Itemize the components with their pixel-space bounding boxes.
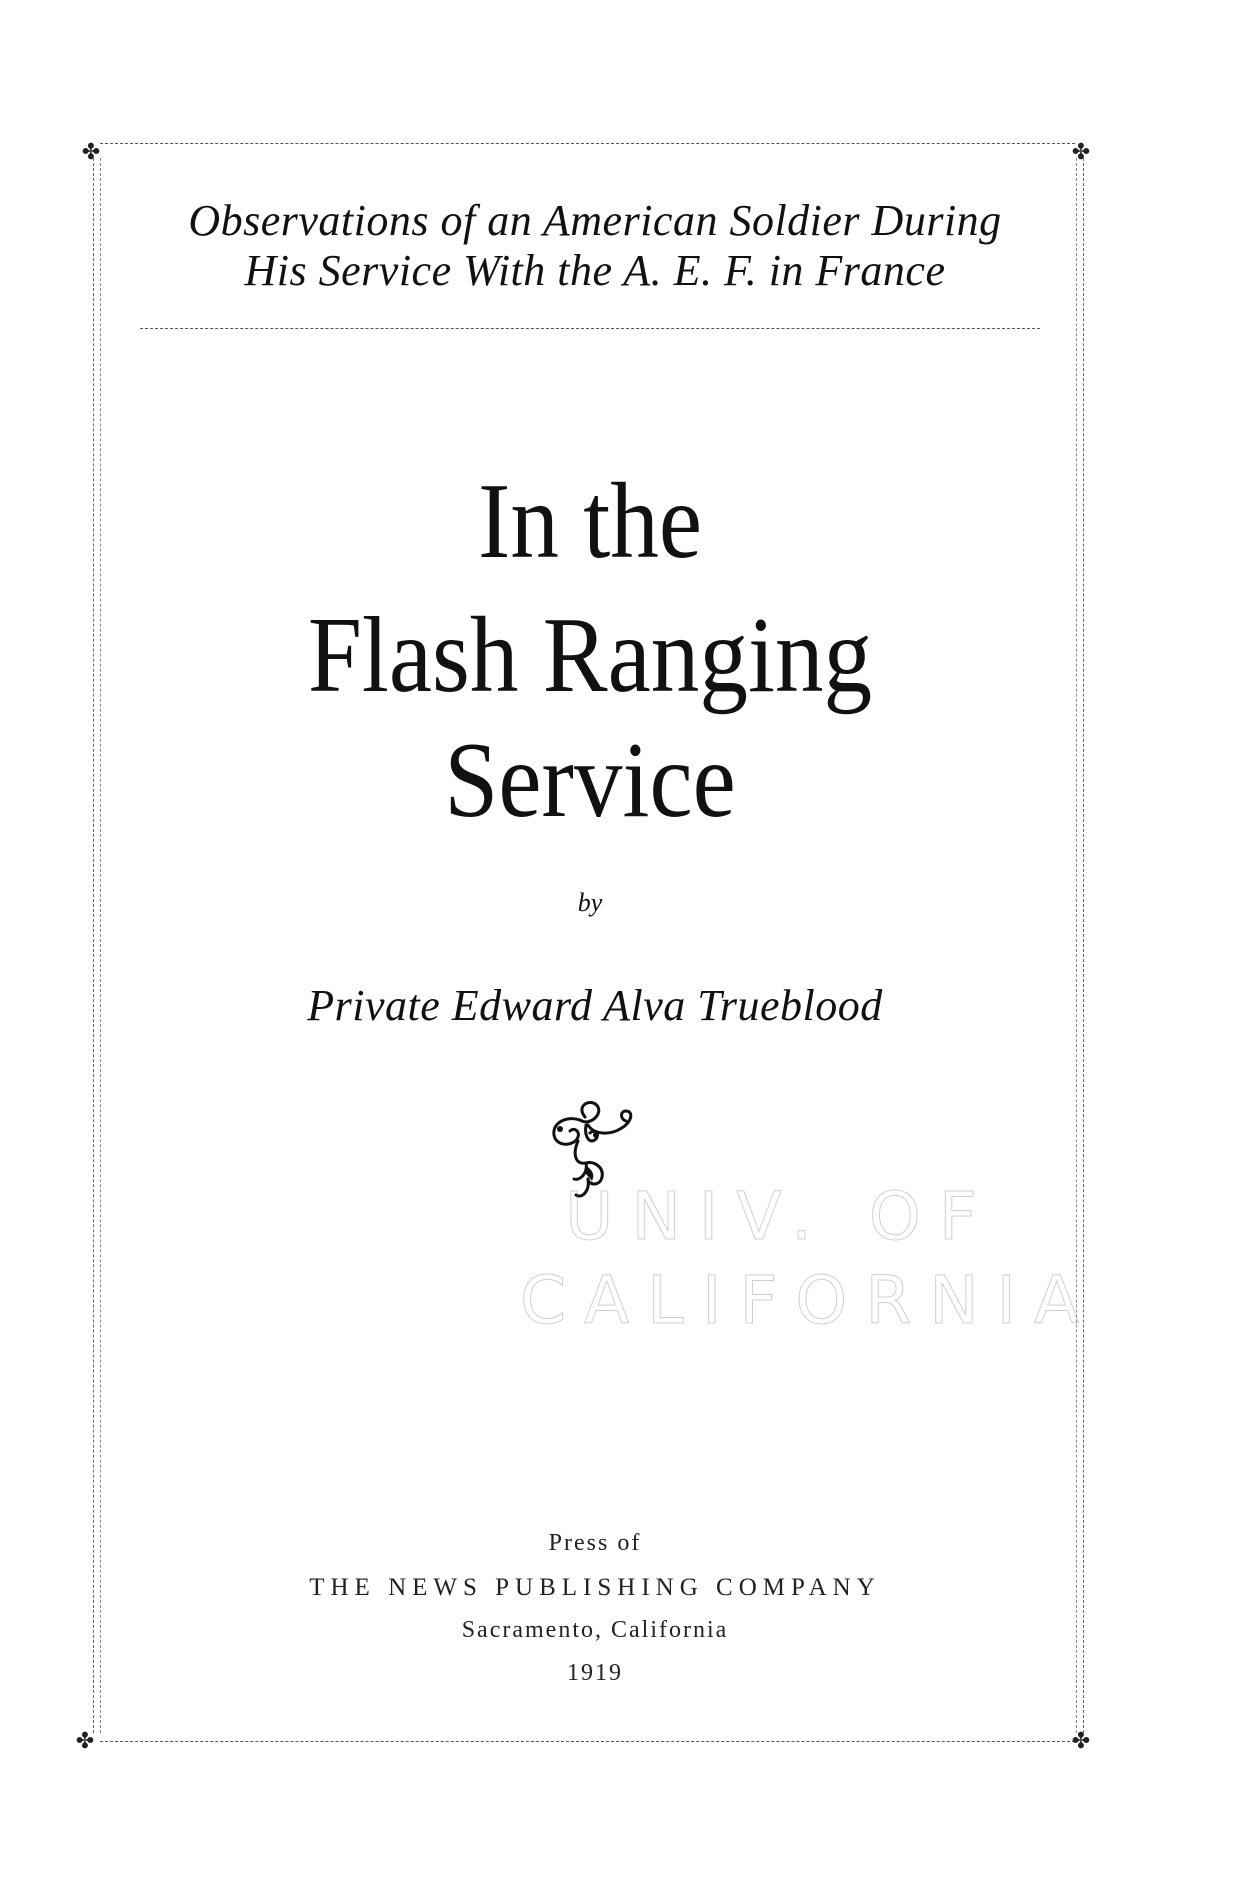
- book-title-line-1: In the: [477, 462, 703, 581]
- library-stamp-line-1: UNIV. OF: [565, 1178, 995, 1255]
- imprint-press-of: Press of: [548, 1530, 642, 1556]
- book-title-line-2: Flash Ranging: [307, 596, 873, 715]
- border-top: [100, 143, 1075, 144]
- library-stamp-line-2: CALIFORNIA: [520, 1262, 1098, 1339]
- border-left-inner: [100, 158, 101, 1733]
- imprint-company: THE NEWS PUBLISHING COMPANY: [309, 1574, 881, 1601]
- corner-ornament-icon: ✤: [75, 1729, 95, 1754]
- book-title-line-3: Service: [444, 721, 736, 840]
- corner-ornament-icon: ✤: [1071, 140, 1091, 165]
- border-right-inner: [1076, 158, 1077, 1733]
- border-bottom: [100, 1741, 1075, 1742]
- imprint-place: Sacramento, California: [461, 1617, 729, 1643]
- imprint-year: 1919: [567, 1660, 623, 1686]
- corner-ornament-icon: ✤: [1071, 1729, 1091, 1754]
- subtitle-line-1: Observations of an American Soldier During: [188, 196, 1002, 245]
- subtitle-divider: [140, 328, 1040, 329]
- subtitle-line-2: His Service With the A. E. F. in France: [244, 246, 946, 295]
- corner-ornament-icon: ✤: [81, 140, 101, 165]
- border-left-outer: [93, 158, 94, 1733]
- border-right-outer: [1083, 158, 1084, 1733]
- author-name: Private Edward Alva Trueblood: [307, 981, 883, 1030]
- byline-by: by: [577, 888, 603, 917]
